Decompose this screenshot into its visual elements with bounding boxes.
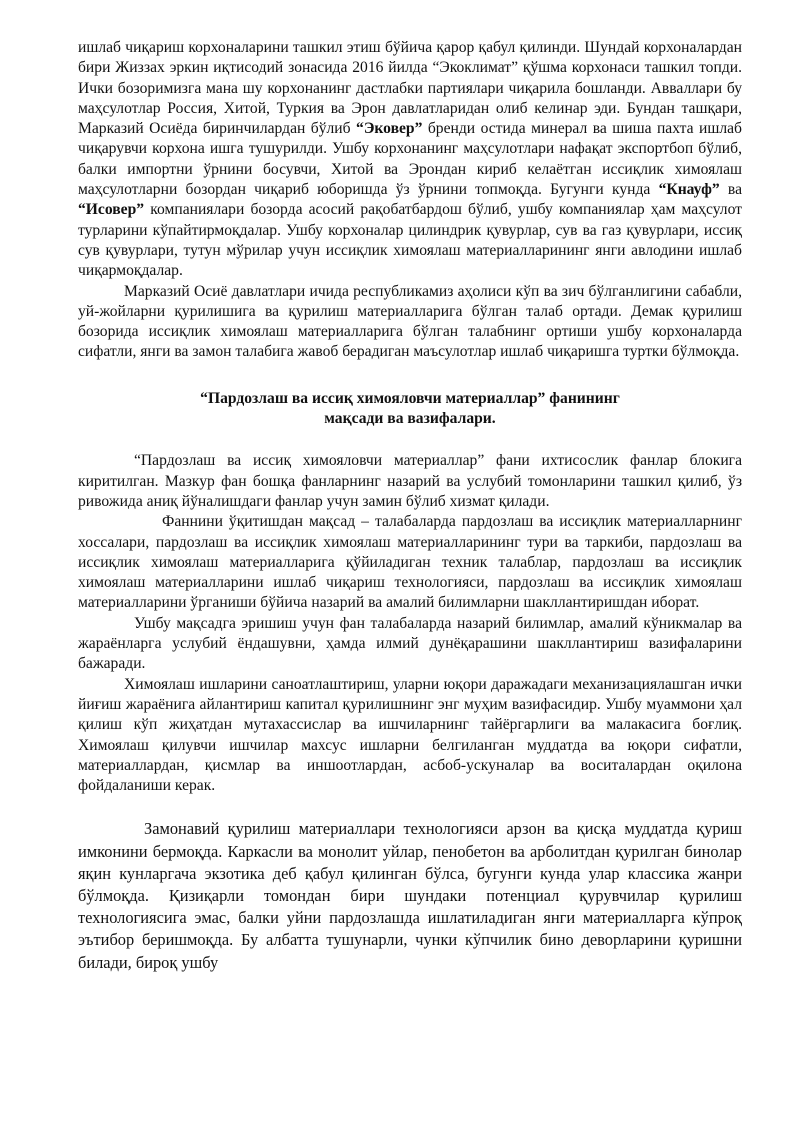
paragraph-modern-materials: Замонавий қурилиш материаллари технологияси арзон ва қисқа муддатда қуриш имконини бермоқда. Каркасли ва монолит уйлар, пенобетон ва арболитдан қурилган бинолар яқин кунларгача экзотика деб қабул қилинган бўлса, бугунги кунда улар классика жанри бўлмоқда. Қизиқарли томондан бири шундаки потенциал қурувчилар қурилиш технологиясига эмас, балки уйни пардозлашда ишлатиладиган янги материалларга кўпроқ эътибор беришмоқда. Бу албатта тушунарли, чунки кўпчилик бино деворларини қуришни билади, бироқ ушбу <box>78 819 742 972</box>
section-heading-line-2: мақсади ва вазифалари. <box>324 410 496 428</box>
paragraph-text: ва <box>719 181 742 199</box>
paragraph-ecoklimat <box>78 38 742 282</box>
paragraph-subject-goal: Фаннини ўқитишдан мақсад – талабаларда пардозлаш ва иссиқлик материалларнинг хоссалари, пардозлаш ва иссиқлик химоялаш материалларининг тури ва таркиби, пардозлаш ва иссиқлик химоялаш материалларига қўйиладиган техник талаблар, пардозлаш ва иссиқлик химоялаш материалларини ишлаб чиқариш технологияси, пардозлаш ва иссиқлик химоялаш материалларини ўрганиши бўйича назарий ва амалий билимларни шакллантиришдан иборат. <box>78 513 742 612</box>
paragraph-text: ишлаб чиқариш корхоналарини ташкил этиш бўйича қарор қабул қилинди. Шундай корхоналардан бири Жиззах эркин иқтисодий зонасида 2016 йилда “Экоклимат” қўшма корхонаси ташкил топди. Ички бозоримизга мана шу корхонанинг дастлабки партиялари чиқарила бошланди. Авваллари бу маҳсулотлар Россия, Хитой, Туркия ва Эрон давлатларидан олиб келинар эди. Бундан ташқари, Марказий Осиёда биринчилардан бўлиб <box>78 39 742 138</box>
section-heading-line-1: “Пардозлаш ва иссиқ химояловчи материаллар” фанининг <box>200 389 620 407</box>
section-heading <box>78 389 742 430</box>
paragraph-subject-intro: “Пардозлаш ва иссиқ химояловчи материаллар” фани ихтисослик фанлар блокига киритилган. Мазкур фан бошқа фанларнинг назарий ва услубий томонларини ташкил қилиб, ўз ривожида аниқ йўналишдаги фанлар учун замин бўлиб хизмат қилади. <box>78 452 742 510</box>
paragraph-text: компаниялари бозорда асосий рақобатбардош бўлиб, ушбу компаниялар ҳам маҳсулот турларини кўпайтирмоқдалар. Ушбу корхоналар цилиндрик қувурлар, сув ва газ қувурлари, иссиқ сув қувурлари, тутун мўрилар учун иссиқлик химоялаш материалларининг янги авлодини ишлаб чиқармоқдалар. <box>78 201 742 280</box>
brand-isover: “Исовер” <box>78 201 145 219</box>
paragraph-subject-tasks: Ушбу мақсадга эришиш учун фан талабаларда назарий билимлар, амалий кўникмалар ва жараёнларга услубий ёндашувни, ҳамда илмий дунёқарашини шакллантириш вазифаларини бажаради. <box>78 614 742 673</box>
paragraph-central-asia: Марказий Осиё давлатлари ичида республикамиз аҳолиси кўп ва зич бўлганлигини сабабли, уй-жойларни қурилишига ва қурилиш материалларига бўлган талаб ортади. Демак қурилиш бозорида иссиқлик химоялаш материалларига бўлган талабнинг ортиши ушбу корхоналарда сифатли, янги ва замон талабига жавоб берадиган маъсулотлар ишлаб чиқаришга туртки бўлмоқда. <box>78 282 742 361</box>
paragraph-text: бренди остида минерал ва шиша пахта ишлаб чиқарувчи корхона ишга тушурилди. Ушбу корхонанинг маҳсулотлари нафақат экспортбоп бўлиб, балки импортни ўрнини босувчи, Хитой ва Эрондан кириб келаётган иссиқлик химоялаш маҳсулотларни бозордан чиқариб юборишда ўз ўрнини топмоқда. Бугунги кунда <box>78 120 742 199</box>
brand-ecover: “Эковер” <box>356 120 423 138</box>
paragraph-industrialization: Химоялаш ишларини саноатлаштириш, уларни юқори даражадаги механизациялашган ички йиғиш жараёнига айлантириш капитал қурилишнинг энг муҳим вазифасидир. Ушбу муаммони ҳал қилиш кўп жиҳатдан мутахассислар ва ишчиларнинг тайёргарлиги ва малакасига боғлиқ. Химоялаш қилувчи ишчилар махсус ишларни белгиланган муддатда ва юқори сифатли, материаллардан, қисмлар ва иншоотлардан, асбоб-ускуналар ва воситалардан оқилона фойдаланиши керак. <box>78 675 742 795</box>
brand-knauf: “Кнауф” <box>658 181 720 199</box>
